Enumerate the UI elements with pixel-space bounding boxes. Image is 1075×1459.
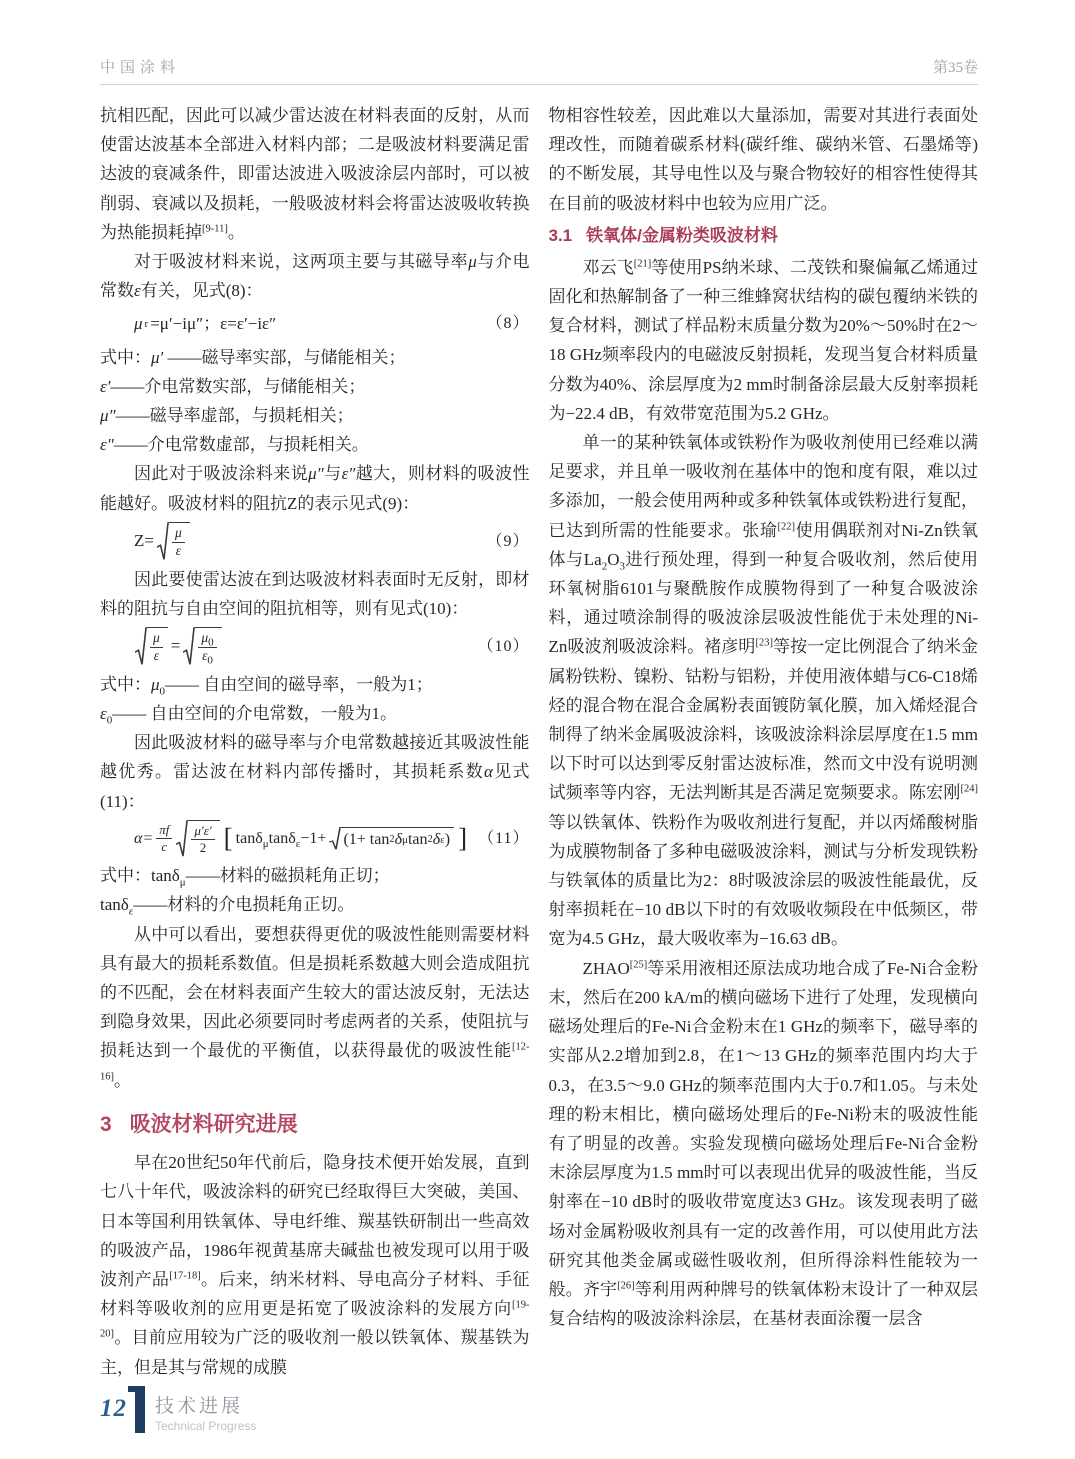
radical	[329, 827, 454, 850]
formula-10	[100, 627, 530, 666]
left-column	[100, 101, 530, 1382]
formula-11-lhs: α=	[134, 829, 154, 847]
page-header	[100, 56, 978, 85]
radical-sign-icon	[329, 827, 341, 850]
fraction-numerator: μ	[174, 524, 182, 540]
subsection-title: 铁氧体/金属粉类吸波材料	[586, 225, 778, 245]
fraction-denominator: $\varepsilon_0$	[198, 647, 216, 665]
definition-line: $\varepsilon_0——$ 自由空间的介电常数，一般为1。	[100, 703, 397, 727]
radical	[135, 627, 168, 666]
footer-bar	[135, 1386, 145, 1433]
formula-11-number: （11）	[478, 829, 530, 847]
section-title: 吸波材料研究进展	[129, 1112, 298, 1136]
definition-line: 式中：μ′ ——磁导率实部，与储能相关；	[100, 347, 406, 367]
paragraph: 因此对于吸波涂料来说μ″与ε″越大，则材料的吸波性能越好。吸波材料的阻抗Z的表示见式(9)：	[100, 464, 530, 513]
paragraph: 从中可以看出，要想获得更优的吸波性能则需要材料具有最大的损耗系数值。但是损耗系数越大则会造成阻抗的不匹配，会在材料表面产生较大的雷达波反射，无法达到隐身效果，因此必须要同时考虑两者的关系，使阻抗与损耗达到一个最优的平衡值，以获得最优的吸波性能[12-16]。	[100, 924, 530, 1090]
page-footer	[100, 1386, 256, 1433]
definition-line: 式中：tanδ$_\mu$——材料的磁损耗角正切；	[100, 866, 390, 889]
radical-sign-icon	[135, 627, 147, 666]
formula-9-lhs: Z=	[134, 531, 154, 551]
paragraph: 因此要使雷达波在到达吸波材料表面时无反射，即材料的阻抗与自由空间的阻抗相等，则有见式(10)：	[100, 569, 530, 618]
formula-9-number: （9）	[486, 532, 530, 550]
footer-section-en: Technical Progress	[155, 1419, 257, 1433]
paragraph: 对于吸波材料来说，这两项主要与其磁导率μ与介电常数ε有关，见式(8)：	[100, 252, 530, 301]
fraction-numerator: μ	[153, 630, 160, 645]
formula-11	[100, 820, 530, 858]
formula-8	[100, 309, 530, 338]
radical	[183, 627, 221, 666]
footer-section-cn: 技术进展	[155, 1396, 244, 1417]
radical	[157, 522, 190, 561]
paragraph: 单一的某种铁氧体或铁粉作为吸收剂使用已经难以满足要求，并且单一吸收剂在基体中的饱和度有限，难以过多添加，一般会使用两种或多种铁氧体或铁粉进行复配，已达到所需的性能要求。张瑜[22]使用偶联剂对Ni-Zn铁氧体与$La_2O_3$进行预处理，得到一种复合吸收剂，然后使用环氧树脂6101与聚酰胺作成膜物得到了一种复合吸波涂料，通过喷涂制得的吸波涂层吸波性能优于未处理的Ni-Zn吸波剂吸波涂料。褚彦明[23]等按一定比例混合了纳米金属粉铁粉、镍粉、钴粉与铝粉，并使用液体蜡与C6-C18烯烃的混合物在混合金属粉表面镀防氧化膜，加入烯烃混合制得了纳米金属吸波涂料，该吸波涂料涂层厚度在1.5 mm以下时可以达到零反射雷达波标准，然而文中没有说明测试频率等内容，无法判断其是否满足宽频要求。陈宏刚[24]等以铁氧体、铁粉作为吸收剂进行复配，并以丙烯酸树脂为成膜物制备了多种电磁吸波涂料，测试与分析发现铁粉与铁氧体的质量比为2：8时吸波涂层的吸波性能最优，反射率损耗在−10 dB以下时的有效吸收频段在中低频区，带宽为4.5 GHz，最大吸收率为−16.63 dB。	[548, 433, 979, 949]
definition-line: 式中：$\mu_0——$ 自由空间的磁导率，一般为1；	[100, 674, 433, 698]
definition-line: tanδ$_\varepsilon$——材料的介电损耗角正切。	[100, 895, 355, 918]
definition-line: ε′——介电常数实部，与储能相关；	[100, 376, 366, 396]
fraction-numerator: $\mu_0$	[201, 630, 214, 649]
paragraph: 因此吸波材料的磁导率与介电常数越接近其吸波性能越优秀。雷达波在材料内部传播时，其损耗系数α见式(11)：	[100, 733, 530, 811]
section-number: 3	[100, 1112, 112, 1136]
paragraph: 邓云飞[21]等使用PS纳米球、二茂铁和聚偏氟乙烯通过固化和热解制备了一种三维蜂窝状结构的碳包覆纳米铁的复合材料，测试了样品粉末质量分数为20%～50%时在2～18 GHz频率段内的电磁波反射损耗，发现当复合材料质量分数为40%、涂层厚度为2 mm时制备涂层最大反射率损耗为−22.4 dB，有效带宽范围为5.2 GHz。	[548, 257, 978, 423]
article-body	[100, 101, 978, 1382]
formula-9	[100, 522, 530, 561]
section-heading	[100, 1111, 530, 1138]
paragraph: 物相容性较差，因此难以大量添加，需要对其进行表面处理改性，而随着碳系材料(碳纤维、碳纳米管、石墨烯等)的不断发展，其导电性以及与聚合物较好的相容性使得其在目前的吸波材料中也较为应用广泛。	[548, 106, 978, 213]
bracket-open: [	[223, 823, 233, 854]
right-column	[549, 101, 979, 1382]
radical-sign-icon	[183, 627, 195, 666]
formula-10-number: （10）	[477, 637, 530, 655]
formula-8-body: μ r =μ′−iμ″；ε=ε′−iε″	[134, 313, 277, 333]
definition-line: μ″——磁导率虚部，与损耗相关；	[100, 406, 354, 426]
radical-sign-icon	[157, 522, 169, 561]
radical-sign-icon	[176, 820, 188, 858]
fraction-denominator: ε	[150, 647, 163, 665]
formula-11-terms: tanδ$_\mu$tanδ$_\varepsilon$−1+	[235, 829, 327, 851]
radical: $\frac{\mu'\varepsilon'}{2}$	[176, 820, 219, 858]
formula-11-sqrt-content: (1+ tan 2 δ μ tan 2 δ ε )	[341, 827, 454, 850]
volume-label: 第35卷	[932, 60, 978, 76]
formula-8-number: （8）	[486, 315, 530, 333]
equals-sign: =	[170, 636, 181, 656]
paragraph: 抗相匹配，因此可以减少雷达波在材料表面的反射，从而使雷达波基本全部进入材料内部；二是吸波材料要满足雷达波的衰减条件，即雷达波进入吸波涂层内部时，可以被削弱、衰减以及损耗，一般吸波材料会将雷达波吸收转换为热能损耗掉[9-11]。	[100, 106, 530, 242]
page-number: 12	[100, 1395, 127, 1422]
subsection-number: 3.1	[548, 225, 573, 245]
fraction: $\frac{\pi f}{c}$	[156, 822, 172, 856]
fraction-denominator: ε	[172, 542, 185, 560]
journal-title: 中国涂料	[100, 60, 181, 76]
paragraph: ZHAO[25]等采用液相还原法成功地合成了Fe-Ni合金粉末，然后在200 kA/m的横向磁场下进行了处理，发现横向磁场处理后的Fe-Ni合金粉末在1 GHz的频率下，磁导率的实部从2.2增加到2.8，在1～13 GHz的频率范围内均大于0.3，在3.5～9.0 GHz的频率范围内大于0.7和1.05。与未处理的粉末相比，横向磁场处理后的Fe-Ni粉末的吸波性能有了明显的改善。实验发现横向磁场处理后Fe-Ni合金粉末涂层厚度为1.5 mm时可以表现出优异的吸波性能，当反射率在−10 dB时的吸收带宽度达3 GHz。该发现表明了磁场对金属粉吸收剂具有一定的改善作用，可以使用此方法研究其他类金属或磁性吸收剂，但所得涂料性能较为一般。齐宇[26]等利用两种牌号的铁氧体粉末设计了一种双层复合结构的吸波涂料涂层，在基材表面涂覆一层含	[548, 958, 979, 1329]
definition-line: ε″——介电常数虚部，与损耗相关。	[100, 435, 369, 455]
bracket-close: ]	[458, 823, 468, 854]
subsection-heading	[549, 221, 979, 250]
paragraph: 早在20世纪50年代前后，隐身技术便开始发展，直到七八十年代，吸波涂料的研究已经取得巨大突破，美国、日本等国利用铁氧体、导电纤维、羰基铁研制出一些高效的吸波产品，1986年视黄基席夫碱盐也被发现可以用于吸波剂产品[17-18]。后来，纳米材料、导电高分子材料、手征材料等吸收剂的应用更是拓宽了吸波涂料的发展方向[19-20]。目前应用较为广泛的吸收剂一般以铁氧体、羰基铁为主，但是其与常规的成膜	[100, 1153, 530, 1377]
